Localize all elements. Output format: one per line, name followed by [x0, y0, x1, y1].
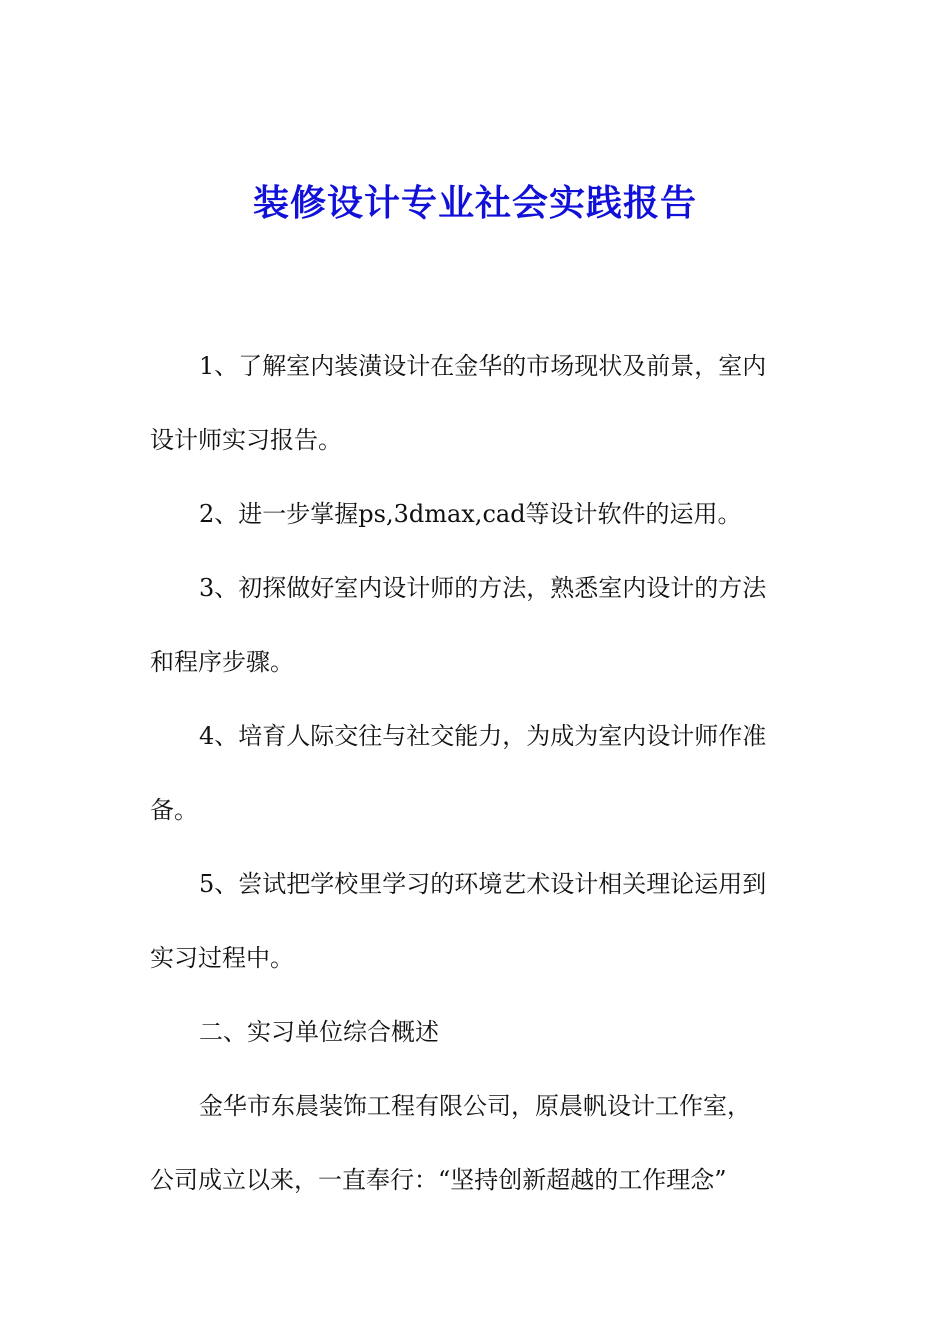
- paragraph-3: [150, 551, 805, 699]
- paragraph-1: [150, 329, 805, 477]
- paragraph-line: 5、尝试把学校里学习的环境艺术设计相关理论运用到: [199, 870, 767, 898]
- paragraph-line: 金华市东晨装饰工程有限公司，原晨帆设计工作室，: [199, 1092, 751, 1120]
- paragraph-company-overview: [150, 1069, 805, 1217]
- paragraph-line: 二、实习单位综合概述: [199, 1018, 439, 1046]
- paragraph-line: 和程序步骤。: [150, 648, 294, 676]
- document-body: [150, 329, 805, 1217]
- paragraph-4: [150, 699, 805, 847]
- paragraph-5: [150, 847, 805, 995]
- paragraph-line: 3、初探做好室内设计师的方法，熟悉室内设计的方法: [199, 574, 767, 602]
- paragraph-line: 2、进一步掌握ps,3dmax,cad等设计软件的运用。: [199, 500, 742, 528]
- paragraph-line: 4、培育人际交往与社交能力，为成为室内设计师作准: [199, 722, 767, 750]
- paragraph-line: 公司成立以来，一直奉行：“坚持创新超越的工作理念”: [150, 1166, 727, 1194]
- section-heading: [150, 995, 805, 1069]
- paragraph-line: 设计师实习报告。: [150, 426, 342, 454]
- paragraph-line: 1、了解室内装潢设计在金华的市场现状及前景，室内: [199, 352, 767, 380]
- paragraph-line: 备。: [150, 796, 198, 824]
- document-title: 装修设计专业社会实践报告: [252, 182, 697, 224]
- paragraph-2: [150, 477, 805, 551]
- paragraph-line: 实习过程中。: [150, 944, 294, 972]
